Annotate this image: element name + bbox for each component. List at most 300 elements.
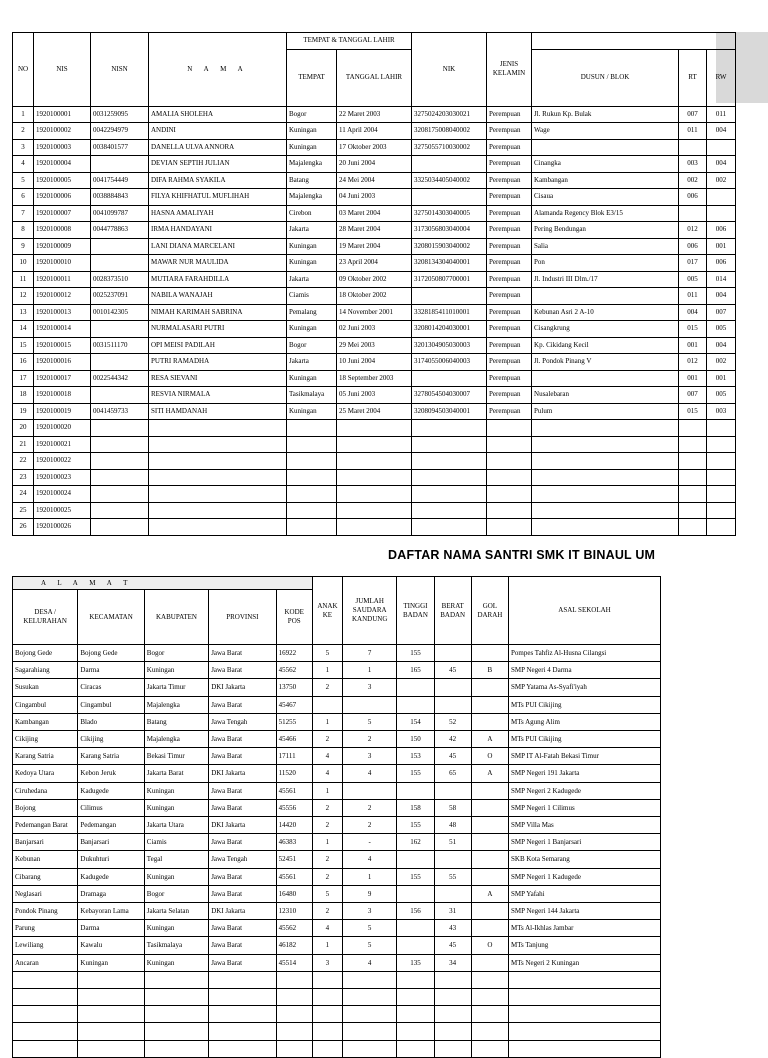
cell-asal-sekolah: SMP Villa Mas bbox=[509, 817, 661, 834]
cell-tempat: Kuningan bbox=[287, 238, 337, 255]
cell-no: 19 bbox=[13, 403, 34, 420]
table-row bbox=[13, 817, 661, 834]
cell-jumlah-saudara: 3 bbox=[343, 679, 397, 696]
cell-kecamatan: Kebon Jeruk bbox=[78, 765, 144, 782]
cell-gol-darah bbox=[471, 696, 508, 713]
cell-kode-pos: 45561 bbox=[276, 782, 312, 799]
cell-gol-darah bbox=[471, 920, 508, 937]
table-row bbox=[13, 469, 736, 486]
cell-rt bbox=[679, 453, 707, 470]
header-tempat: TEMPAT bbox=[287, 49, 337, 106]
cell-kode-pos: 45562 bbox=[276, 662, 312, 679]
cell-rt: 006 bbox=[679, 238, 707, 255]
cell-no: 22 bbox=[13, 453, 34, 470]
cell-tempat: Ciamis bbox=[287, 288, 337, 305]
cell-tanggal: 04 Juni 2003 bbox=[337, 189, 412, 206]
table-row bbox=[13, 799, 661, 816]
cell-berat: 31 bbox=[434, 903, 471, 920]
cell-asal-sekolah: SMP Negeri 1 Banjarsari bbox=[509, 834, 661, 851]
cell-jumlah-saudara: - bbox=[343, 834, 397, 851]
cell-nisn bbox=[91, 519, 149, 536]
cell-desa: Karang Satria bbox=[13, 748, 78, 765]
cell-provinsi: DKI Jakarta bbox=[209, 903, 276, 920]
cell-kabupaten: Kuningan bbox=[144, 868, 208, 885]
cell-no: 21 bbox=[13, 436, 34, 453]
cell-rw: 001 bbox=[707, 370, 736, 387]
table-row bbox=[13, 420, 736, 437]
cell-kabupaten: Bogor bbox=[144, 885, 208, 902]
cell-rt: 017 bbox=[679, 255, 707, 272]
cell-jumlah-saudara: 1 bbox=[343, 662, 397, 679]
cell-nama bbox=[149, 453, 287, 470]
cell-nik: 3172050807700001 bbox=[412, 271, 487, 288]
cell-jumlah-saudara: 9 bbox=[343, 885, 397, 902]
cell-kode-pos: 16922 bbox=[276, 645, 312, 662]
cell-nisn: 0031259095 bbox=[91, 106, 149, 123]
cell-gol-darah: B bbox=[471, 662, 508, 679]
cell-gol-darah: A bbox=[471, 731, 508, 748]
cell-gol-darah: A bbox=[471, 885, 508, 902]
cell-kecamatan bbox=[78, 1006, 144, 1023]
cell-nisn bbox=[91, 420, 149, 437]
cell-berat: 55 bbox=[434, 868, 471, 885]
cell-tinggi bbox=[397, 679, 434, 696]
cell-jumlah-saudara: 3 bbox=[343, 748, 397, 765]
cell-berat bbox=[434, 645, 471, 662]
table-row bbox=[13, 387, 736, 404]
cell-rw bbox=[707, 420, 736, 437]
cell-rw bbox=[707, 453, 736, 470]
cell-no: 9 bbox=[13, 238, 34, 255]
cell-anak-ke: 2 bbox=[312, 851, 342, 868]
cell-provinsi: Jawa Barat bbox=[209, 920, 276, 937]
cell-tinggi bbox=[397, 1006, 434, 1023]
cell-nis: 1920100016 bbox=[34, 354, 91, 371]
cell-nama: ANDINI bbox=[149, 123, 287, 140]
table-row bbox=[13, 748, 661, 765]
cell-provinsi: Jawa Barat bbox=[209, 799, 276, 816]
cell-nama: HASNA AMALIYAH bbox=[149, 205, 287, 222]
cell-desa bbox=[13, 1023, 78, 1040]
table-row bbox=[13, 1023, 661, 1040]
cell-desa bbox=[13, 971, 78, 988]
cell-nisn: 0038401577 bbox=[91, 139, 149, 156]
cell-anak-ke: 2 bbox=[312, 731, 342, 748]
cell-nis: 1920100022 bbox=[34, 453, 91, 470]
table-row bbox=[13, 189, 736, 206]
cell-berat bbox=[434, 679, 471, 696]
cell-no: 25 bbox=[13, 502, 34, 519]
cell-nis: 1920100014 bbox=[34, 321, 91, 338]
table-row bbox=[13, 238, 736, 255]
table-row bbox=[13, 436, 736, 453]
cell-dusun: Wage bbox=[532, 123, 679, 140]
cell-jenis-kelamin: Perempuan bbox=[487, 205, 532, 222]
cell-rt: 011 bbox=[679, 123, 707, 140]
header-tinggi: TINGGI BADAN bbox=[397, 577, 434, 645]
cell-gol-darah: O bbox=[471, 937, 508, 954]
cell-berat bbox=[434, 696, 471, 713]
cell-tempat: Jakarta bbox=[287, 354, 337, 371]
cell-jumlah-saudara: 2 bbox=[343, 731, 397, 748]
cell-nik bbox=[412, 156, 487, 173]
cell-rt bbox=[679, 436, 707, 453]
cell-nama: LANI DIANA MARCELANI bbox=[149, 238, 287, 255]
cell-tinggi bbox=[397, 989, 434, 1006]
cell-jumlah-saudara: 1 bbox=[343, 868, 397, 885]
cell-no: 8 bbox=[13, 222, 34, 239]
cell-anak-ke: 2 bbox=[312, 868, 342, 885]
cell-nama: DIFA RAHMA SYAKILA bbox=[149, 172, 287, 189]
cell-rt bbox=[679, 519, 707, 536]
cell-no: 7 bbox=[13, 205, 34, 222]
cell-asal-sekolah bbox=[509, 1023, 661, 1040]
cell-tempat bbox=[287, 469, 337, 486]
cell-nis: 1920100020 bbox=[34, 420, 91, 437]
cell-rt bbox=[679, 469, 707, 486]
table-row bbox=[13, 868, 661, 885]
cell-nis: 1920100003 bbox=[34, 139, 91, 156]
cell-kabupaten: Jakarta Selatan bbox=[144, 903, 208, 920]
table-row bbox=[13, 920, 661, 937]
cell-dusun bbox=[532, 288, 679, 305]
cell-nisn: 0042294979 bbox=[91, 123, 149, 140]
cell-kecamatan: Dramaga bbox=[78, 885, 144, 902]
cell-rt: 005 bbox=[679, 271, 707, 288]
cell-kecamatan: Pedemangan bbox=[78, 817, 144, 834]
table-row bbox=[13, 354, 736, 371]
cell-nama: MAWAR NUR MAULIDA bbox=[149, 255, 287, 272]
cell-rw bbox=[707, 519, 736, 536]
cell-jumlah-saudara bbox=[343, 1023, 397, 1040]
cell-dusun bbox=[532, 436, 679, 453]
cell-tempat: Jakarta bbox=[287, 222, 337, 239]
cell-jumlah-saudara: 4 bbox=[343, 765, 397, 782]
cell-nama: IRMA HANDAYANI bbox=[149, 222, 287, 239]
cell-gol-darah bbox=[471, 817, 508, 834]
cell-kabupaten: Tegal bbox=[144, 851, 208, 868]
cell-anak-ke bbox=[312, 696, 342, 713]
cell-rw: 004 bbox=[707, 337, 736, 354]
cell-tinggi: 153 bbox=[397, 748, 434, 765]
cell-tanggal: 17 Oktober 2003 bbox=[337, 139, 412, 156]
table-row bbox=[13, 989, 661, 1006]
cell-provinsi: Jawa Barat bbox=[209, 645, 276, 662]
cell-berat: 34 bbox=[434, 954, 471, 971]
cell-kabupaten bbox=[144, 989, 208, 1006]
cell-tinggi bbox=[397, 851, 434, 868]
cell-nis: 1920100019 bbox=[34, 403, 91, 420]
cell-nisn bbox=[91, 255, 149, 272]
cell-tempat: Cirebon bbox=[287, 205, 337, 222]
cell-rw: 004 bbox=[707, 288, 736, 305]
cell-kabupaten: Ciamis bbox=[144, 834, 208, 851]
cell-tempat: Kuningan bbox=[287, 403, 337, 420]
cell-kabupaten bbox=[144, 1006, 208, 1023]
cell-anak-ke: 4 bbox=[312, 748, 342, 765]
cell-jumlah-saudara bbox=[343, 1040, 397, 1057]
cell-asal-sekolah: MTs Agung Alim bbox=[509, 713, 661, 730]
cell-kecamatan: Kawalu bbox=[78, 937, 144, 954]
cell-nama: NABILA WANAJAH bbox=[149, 288, 287, 305]
cell-kode-pos bbox=[276, 971, 312, 988]
cell-dusun bbox=[532, 420, 679, 437]
table-row bbox=[13, 954, 661, 971]
cell-jumlah-saudara bbox=[343, 1006, 397, 1023]
cell-desa: Pedemangan Barat bbox=[13, 817, 78, 834]
cell-kecamatan: Kadugede bbox=[78, 868, 144, 885]
cell-nis: 1920100005 bbox=[34, 172, 91, 189]
cell-tanggal: 19 Maret 2004 bbox=[337, 238, 412, 255]
cell-kode-pos: 45514 bbox=[276, 954, 312, 971]
cell-kode-pos: 16480 bbox=[276, 885, 312, 902]
cell-rt: 015 bbox=[679, 321, 707, 338]
cell-rw bbox=[707, 205, 736, 222]
cell-tanggal: 10 Juni 2004 bbox=[337, 354, 412, 371]
cell-dusun bbox=[532, 519, 679, 536]
cell-jenis-kelamin: Perempuan bbox=[487, 288, 532, 305]
cell-rw: 001 bbox=[707, 238, 736, 255]
table-row bbox=[13, 486, 736, 503]
cell-rw: 005 bbox=[707, 321, 736, 338]
cell-kode-pos: 45561 bbox=[276, 868, 312, 885]
cell-jenis-kelamin bbox=[487, 436, 532, 453]
cell-dusun bbox=[532, 453, 679, 470]
cell-kecamatan: Cikijing bbox=[78, 731, 144, 748]
cell-nis: 1920100015 bbox=[34, 337, 91, 354]
cell-nama: DEVIAN SEPTIH JULIAN bbox=[149, 156, 287, 173]
cell-rw: 006 bbox=[707, 222, 736, 239]
cell-jenis-kelamin: Perempuan bbox=[487, 354, 532, 371]
cell-nama: NURMALASARI PUTRI bbox=[149, 321, 287, 338]
cell-tanggal: 23 April 2004 bbox=[337, 255, 412, 272]
table-row bbox=[13, 222, 736, 239]
cell-anak-ke: 1 bbox=[312, 834, 342, 851]
cell-anak-ke: 2 bbox=[312, 903, 342, 920]
cell-anak-ke: 1 bbox=[312, 937, 342, 954]
header-nama: N A M A bbox=[149, 33, 287, 107]
header-kabupaten: KABUPATEN bbox=[144, 590, 208, 645]
cell-nik bbox=[412, 288, 487, 305]
cell-nis: 1920100007 bbox=[34, 205, 91, 222]
cell-tanggal: 20 Juni 2004 bbox=[337, 156, 412, 173]
cell-dusun bbox=[532, 370, 679, 387]
cell-rt bbox=[679, 139, 707, 156]
cell-tinggi: 155 bbox=[397, 765, 434, 782]
cell-kecamatan: Cilimus bbox=[78, 799, 144, 816]
header-blank bbox=[532, 33, 736, 50]
cell-tempat: Tasikmalaya bbox=[287, 387, 337, 404]
cell-jenis-kelamin: Perempuan bbox=[487, 123, 532, 140]
cell-rw: 002 bbox=[707, 172, 736, 189]
cell-kode-pos: 45562 bbox=[276, 920, 312, 937]
cell-tempat bbox=[287, 519, 337, 536]
table-row bbox=[13, 885, 661, 902]
cell-asal-sekolah bbox=[509, 1006, 661, 1023]
cell-kecamatan: Banjarsari bbox=[78, 834, 144, 851]
cell-tanggal: 18 Oktober 2002 bbox=[337, 288, 412, 305]
cell-gol-darah bbox=[471, 1040, 508, 1057]
cell-rt: 006 bbox=[679, 189, 707, 206]
header-gol-darah: GOL DARAH bbox=[471, 577, 508, 645]
cell-tinggi bbox=[397, 696, 434, 713]
cell-berat bbox=[434, 989, 471, 1006]
cell-berat: 45 bbox=[434, 748, 471, 765]
cell-rt: 002 bbox=[679, 172, 707, 189]
cell-dusun: Cisangkrung bbox=[532, 321, 679, 338]
cell-rw: 011 bbox=[707, 106, 736, 123]
cell-kode-pos: 17111 bbox=[276, 748, 312, 765]
cell-nis: 1920100009 bbox=[34, 238, 91, 255]
cell-anak-ke: 2 bbox=[312, 679, 342, 696]
cell-nama bbox=[149, 486, 287, 503]
cell-rw: 004 bbox=[707, 123, 736, 140]
cell-rt: 001 bbox=[679, 370, 707, 387]
table-row bbox=[13, 403, 736, 420]
cell-rw bbox=[707, 139, 736, 156]
cell-tinggi: 158 bbox=[397, 799, 434, 816]
cell-no: 5 bbox=[13, 172, 34, 189]
header-rt: RT bbox=[679, 49, 707, 106]
cell-tempat: Kuningan bbox=[287, 123, 337, 140]
cell-jenis-kelamin bbox=[487, 519, 532, 536]
cell-tempat: Jakarta bbox=[287, 271, 337, 288]
cell-desa: Lewiliang bbox=[13, 937, 78, 954]
cell-jenis-kelamin: Perempuan bbox=[487, 387, 532, 404]
cell-berat bbox=[434, 971, 471, 988]
cell-asal-sekolah: SMP Negeri 191 Jakarta bbox=[509, 765, 661, 782]
cell-anak-ke: 1 bbox=[312, 782, 342, 799]
cell-nisn bbox=[91, 156, 149, 173]
cell-berat: 43 bbox=[434, 920, 471, 937]
cell-provinsi: Jawa Barat bbox=[209, 834, 276, 851]
cell-no: 23 bbox=[13, 469, 34, 486]
address-table bbox=[12, 576, 661, 1058]
cell-asal-sekolah: SMP Negeri 1 Cilimus bbox=[509, 799, 661, 816]
cell-asal-sekolah: SMP IT Al-Fatah Bekasi Timur bbox=[509, 748, 661, 765]
cell-dusun: Jl. Industri III Dlm./17 bbox=[532, 271, 679, 288]
cell-jumlah-saudara: 7 bbox=[343, 645, 397, 662]
cell-desa: Ancaran bbox=[13, 954, 78, 971]
cell-desa: Kebunan bbox=[13, 851, 78, 868]
cell-kode-pos: 51255 bbox=[276, 713, 312, 730]
cell-kecamatan: Dukuhturi bbox=[78, 851, 144, 868]
cell-nisn: 0025237091 bbox=[91, 288, 149, 305]
cell-nik bbox=[412, 486, 487, 503]
cell-no: 10 bbox=[13, 255, 34, 272]
cell-tanggal: 05 Juni 2003 bbox=[337, 387, 412, 404]
cell-gol-darah bbox=[471, 799, 508, 816]
cell-rw bbox=[707, 486, 736, 503]
cell-nama: DANELLA ULVA ANNORA bbox=[149, 139, 287, 156]
cell-jenis-kelamin: Perempuan bbox=[487, 156, 532, 173]
table-row bbox=[13, 713, 661, 730]
cell-tinggi bbox=[397, 782, 434, 799]
cell-rw bbox=[707, 469, 736, 486]
cell-jumlah-saudara: 3 bbox=[343, 903, 397, 920]
cell-kode-pos: 13750 bbox=[276, 679, 312, 696]
cell-kecamatan: Kebayoran Lama bbox=[78, 903, 144, 920]
cell-gol-darah bbox=[471, 1006, 508, 1023]
table-row bbox=[13, 765, 661, 782]
cell-kecamatan: Bojong Gede bbox=[78, 645, 144, 662]
cell-desa: Sagarahiang bbox=[13, 662, 78, 679]
cell-berat: 45 bbox=[434, 937, 471, 954]
cell-asal-sekolah: MTs PUI Cikijing bbox=[509, 696, 661, 713]
cell-kecamatan: Blado bbox=[78, 713, 144, 730]
cell-nik bbox=[412, 189, 487, 206]
table-row bbox=[13, 1040, 661, 1057]
cell-berat bbox=[434, 1040, 471, 1057]
cell-nama: NIMAH KARIMAH SABRINA bbox=[149, 304, 287, 321]
cell-nik: 3208014204030001 bbox=[412, 321, 487, 338]
cell-gol-darah: A bbox=[471, 765, 508, 782]
cell-nisn bbox=[91, 387, 149, 404]
cell-dusun: Salia bbox=[532, 238, 679, 255]
cell-no: 26 bbox=[13, 519, 34, 536]
cell-jumlah-saudara: 5 bbox=[343, 937, 397, 954]
cell-tinggi: 150 bbox=[397, 731, 434, 748]
cell-nik: 3278054504030007 bbox=[412, 387, 487, 404]
cell-nisn: 0044778863 bbox=[91, 222, 149, 239]
cell-asal-sekolah: SMP Negeri 144 Jakarta bbox=[509, 903, 661, 920]
cell-jumlah-saudara: 2 bbox=[343, 817, 397, 834]
cell-gol-darah bbox=[471, 782, 508, 799]
cell-berat: 45 bbox=[434, 662, 471, 679]
cell-kecamatan bbox=[78, 1040, 144, 1057]
cell-tanggal: 03 Maret 2004 bbox=[337, 205, 412, 222]
cell-anak-ke: 5 bbox=[312, 885, 342, 902]
header-kecamatan: KECAMATAN bbox=[78, 590, 144, 645]
cell-tempat bbox=[287, 453, 337, 470]
cell-desa: Cingambul bbox=[13, 696, 78, 713]
cell-no: 24 bbox=[13, 486, 34, 503]
cell-tinggi: 154 bbox=[397, 713, 434, 730]
cell-kode-pos bbox=[276, 989, 312, 1006]
cell-tempat bbox=[287, 502, 337, 519]
cell-rt bbox=[679, 502, 707, 519]
cell-tempat: Kuningan bbox=[287, 255, 337, 272]
cell-nama: AMALIA SHOLEHA bbox=[149, 106, 287, 123]
table-row bbox=[13, 123, 736, 140]
cell-asal-sekolah: MTs Tanjung bbox=[509, 937, 661, 954]
cell-jumlah-saudara bbox=[343, 971, 397, 988]
cell-jenis-kelamin: Perempuan bbox=[487, 321, 532, 338]
cell-nik bbox=[412, 436, 487, 453]
table-row bbox=[13, 903, 661, 920]
cell-no: 12 bbox=[13, 288, 34, 305]
cell-gol-darah bbox=[471, 954, 508, 971]
table-row bbox=[13, 971, 661, 988]
cell-tempat bbox=[287, 486, 337, 503]
cell-rw: 005 bbox=[707, 387, 736, 404]
cell-provinsi: Jawa Tengah bbox=[209, 851, 276, 868]
cell-desa: Kambangan bbox=[13, 713, 78, 730]
cell-nik bbox=[412, 469, 487, 486]
cell-nama: RESVIA NIRMALA bbox=[149, 387, 287, 404]
cell-kabupaten: Kuningan bbox=[144, 662, 208, 679]
cell-tempat bbox=[287, 436, 337, 453]
cell-tempat bbox=[287, 420, 337, 437]
cell-provinsi bbox=[209, 989, 276, 1006]
header-nis: NIS bbox=[34, 33, 91, 107]
cell-jumlah-saudara bbox=[343, 782, 397, 799]
cell-nis: 1920100004 bbox=[34, 156, 91, 173]
cell-nisn bbox=[91, 486, 149, 503]
table-row bbox=[13, 834, 661, 851]
cell-no: 1 bbox=[13, 106, 34, 123]
cell-rw bbox=[707, 436, 736, 453]
